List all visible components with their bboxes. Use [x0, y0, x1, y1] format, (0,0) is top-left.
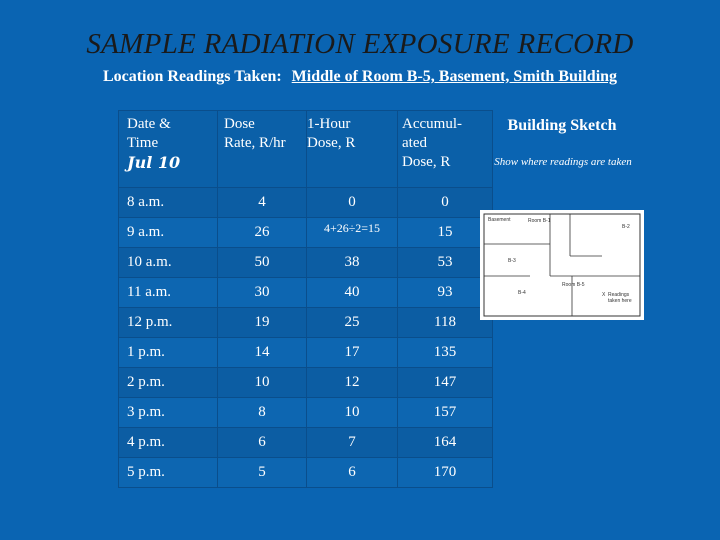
- cell-rate: 10: [218, 368, 307, 398]
- cell-rate: 5: [218, 458, 307, 488]
- header-acc-line3: Dose, R: [402, 154, 451, 170]
- cell-rate: 26: [218, 218, 307, 248]
- label-readings: Readings taken here: [608, 292, 632, 304]
- location-value: Middle of Room B-5, Basement, Smith Building: [291, 68, 618, 85]
- cell-time: 3 p.m.: [119, 398, 218, 428]
- cell-rate: 30: [218, 278, 307, 308]
- cell-time: 4 p.m.: [119, 428, 218, 458]
- cell-time: 5 p.m.: [119, 458, 218, 488]
- cell-rate: 19: [218, 308, 307, 338]
- cell-hour-dose: 12: [307, 368, 398, 398]
- label-b4: B-4: [518, 290, 526, 296]
- cell-accumulated: 170: [398, 458, 493, 488]
- cell-time: 1 p.m.: [119, 338, 218, 368]
- header-hour-line1: 1-Hour: [307, 116, 351, 132]
- table-row: [119, 398, 493, 428]
- cell-hour-dose: 6: [307, 458, 398, 488]
- header-rate-line1: Dose: [224, 116, 255, 132]
- header-dose-rate: [218, 111, 307, 188]
- table-row: [119, 218, 493, 248]
- header-time-line2: Time: [127, 135, 159, 151]
- building-sketch: [480, 210, 644, 320]
- page-title: SAMPLE RADIATION EXPOSURE RECORD: [86, 28, 634, 60]
- cell-time: 2 p.m.: [119, 368, 218, 398]
- header-acc-line2: ated: [402, 135, 427, 151]
- header-rate-line2: Rate, R/hr: [224, 135, 286, 151]
- cell-time: 9 a.m.: [119, 218, 218, 248]
- label-room-b5: Room B-5: [562, 282, 585, 288]
- cell-time: 8 a.m.: [119, 188, 218, 218]
- label-room-b1: Room B-1: [528, 218, 551, 224]
- cell-rate: 14: [218, 338, 307, 368]
- cell-hour-dose: 7: [307, 428, 398, 458]
- cell-hour-dose: 17: [307, 338, 398, 368]
- table-row: [119, 338, 493, 368]
- cell-accumulated: 93: [398, 278, 493, 308]
- table-row: [119, 428, 493, 458]
- cell-accumulated: 157: [398, 398, 493, 428]
- location-label: Location Readings Taken:: [102, 68, 282, 85]
- header-hour-line2: Dose, R: [307, 135, 356, 151]
- cell-time: 12 p.m.: [119, 308, 218, 338]
- table-row: [119, 188, 493, 218]
- cell-hour-dose: 10: [307, 398, 398, 428]
- table-row: [119, 278, 493, 308]
- cell-rate: 8: [218, 398, 307, 428]
- cell-time: 10 a.m.: [119, 248, 218, 278]
- table-header-row: [119, 111, 493, 188]
- cell-rate: 50: [218, 248, 307, 278]
- sketch-title: Building Sketch: [507, 117, 617, 134]
- label-b3: B-3: [508, 258, 516, 264]
- cell-time: 11 a.m.: [119, 278, 218, 308]
- table-row: [119, 368, 493, 398]
- calc-text: 4+26÷2=15: [323, 221, 381, 235]
- cell-hour-dose: 40: [307, 278, 398, 308]
- location-line: [0, 68, 720, 86]
- cell-accumulated: 164: [398, 428, 493, 458]
- sketch-note: Show where readings are taken: [494, 156, 632, 168]
- label-basement: Basement: [488, 217, 511, 223]
- header-date-time: [119, 111, 218, 188]
- header-acc-line1: Accumul-: [402, 116, 462, 132]
- table-row: [119, 308, 493, 338]
- table-row: [119, 458, 493, 488]
- label-b2: B-2: [622, 224, 630, 230]
- exposure-table: [118, 110, 493, 488]
- header-hour-dose: [307, 111, 398, 188]
- cell-hour-dose: 0: [307, 188, 398, 218]
- cell-rate: 4: [218, 188, 307, 218]
- header-date: Jul 10: [127, 153, 181, 172]
- cell-accumulated: 118: [398, 308, 493, 338]
- cell-accumulated: 15: [398, 218, 493, 248]
- cell-hour-dose: [307, 218, 398, 248]
- cell-rate: 6: [218, 428, 307, 458]
- table-row: [119, 248, 493, 278]
- cell-accumulated: 0: [398, 188, 493, 218]
- header-date-line1: Date &: [127, 116, 171, 132]
- reading-mark: X: [602, 292, 606, 298]
- cell-accumulated: 53: [398, 248, 493, 278]
- cell-accumulated: 147: [398, 368, 493, 398]
- cell-hour-dose: 25: [307, 308, 398, 338]
- cell-accumulated: 135: [398, 338, 493, 368]
- cell-hour-dose: 38: [307, 248, 398, 278]
